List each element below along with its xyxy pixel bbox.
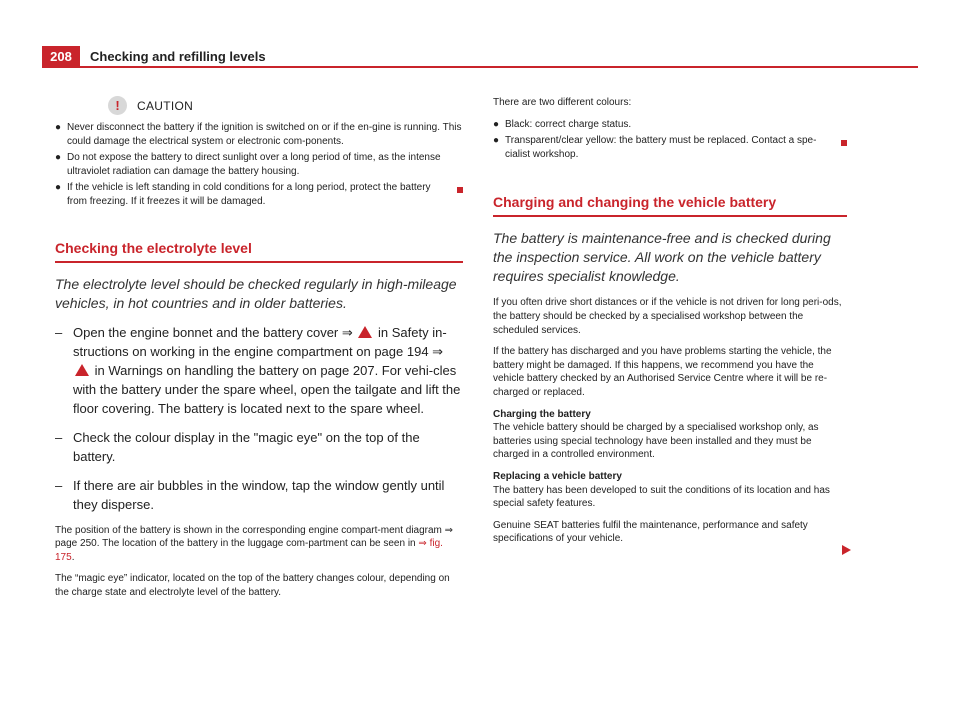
- warning-triangle-icon: [358, 326, 372, 338]
- caution-item: ● Do not expose the battery to direct sunlight over a long period of time, as the intense ultraviolet radiation can damage the battery housing.: [55, 152, 441, 177]
- paragraph: If you often drive short distances or if the vehicle is not driven for long peri-ods, the battery should be checked by a specialised workshop between the scheduled services.: [493, 297, 842, 336]
- caution-header: [108, 96, 463, 115]
- section-intro: The electrolyte level should be checked regularly in high-mileage vehicles, in hot countries and in older batteries.: [55, 275, 457, 311]
- paragraph: The battery has been developed to suit the conditions of its location and has special safety features.: [493, 484, 830, 510]
- exclamation-circle-icon: !: [108, 96, 127, 115]
- left-column: [55, 96, 463, 608]
- warning-triangle-icon: [75, 364, 89, 376]
- section-title-charging: Charging and changing the vehicle battery: [493, 194, 847, 217]
- page-header-title: Checking and refilling levels: [90, 49, 266, 64]
- subheading-charging: Charging the battery: [493, 408, 591, 420]
- caution-label: CAUTION: [137, 98, 194, 113]
- paragraph: If the battery has discharged and you have problems starting the vehicle, the battery might be damaged. If this happens, we recommend you have the vehicle battery checked by an Authorised Service Centre where it will be re-charged or replaced.: [493, 346, 832, 398]
- step-item: – If there are air bubbles in the window, tap the window gently until they disperse.: [55, 477, 445, 512]
- paragraph: The vehicle battery should be charged by a specialised workshop only, as batteries using special technology have been installed and they must be charged in a controlled environment.: [493, 422, 819, 461]
- caution-item: ● Never disconnect the battery if the ignition is switched on or if the en-gine is running. This could damage the electrical system or electronic com-ponents.: [55, 122, 462, 147]
- section-end-marker: [457, 187, 463, 193]
- step-item: – Check the colour display in the "magic eye" on the top of the battery.: [55, 429, 420, 464]
- caution-list: [55, 121, 463, 209]
- colour-item: ● Transparent/clear yellow: the battery must be replaced. Contact a spe-cialist workshop.: [493, 134, 847, 161]
- colour-list: [493, 118, 847, 162]
- figure-link[interactable]: ⇒ fig. 175: [55, 538, 443, 563]
- subheading-replacing: Replacing a vehicle battery: [493, 470, 622, 482]
- section-end-marker: [841, 140, 847, 146]
- paragraph: Genuine SEAT batteries fulfil the maintenance, performance and safety specifications of your vehicle.: [493, 519, 808, 545]
- header-rule: [42, 66, 918, 68]
- section-title-electrolyte: Checking the electrolyte level: [55, 240, 463, 263]
- caution-item: ● If the vehicle is left standing in cold conditions for a long period, protect the battery from freezing. If it freezes it will be damaged.: [55, 181, 463, 208]
- paragraph: The position of the battery is shown in the corresponding engine compart-ment diagram ⇒ page 250. The location of the battery in the luggage com-partment can be seen in ⇒ fig. 175.: [55, 524, 454, 563]
- colour-item: ● Black: correct charge status.: [493, 118, 632, 130]
- page-number: 208: [42, 46, 80, 68]
- paragraph: The “magic eye” indicator, located on the top of the battery changes colour, depending on the charge state and electrolyte level of the battery.: [55, 573, 450, 598]
- step-item: – Open the engine bonnet and the battery cover ⇒ in Safety in-structions on working in the engine compartment on page 194 ⇒ in Warnings on handling the battery on page 207. For vehi-cles with the battery under the spare wheel, open the tailgate and lift the floor covering. The battery is located next to the spare wheel.: [55, 324, 461, 416]
- section-intro: The battery is maintenance-free and is checked during the inspection service. All work on the vehicle battery requires specialist knowledge.: [493, 230, 831, 285]
- right-column: [493, 96, 847, 554]
- paragraph: There are two different colours:: [493, 97, 632, 108]
- continue-arrow-icon: [842, 545, 851, 555]
